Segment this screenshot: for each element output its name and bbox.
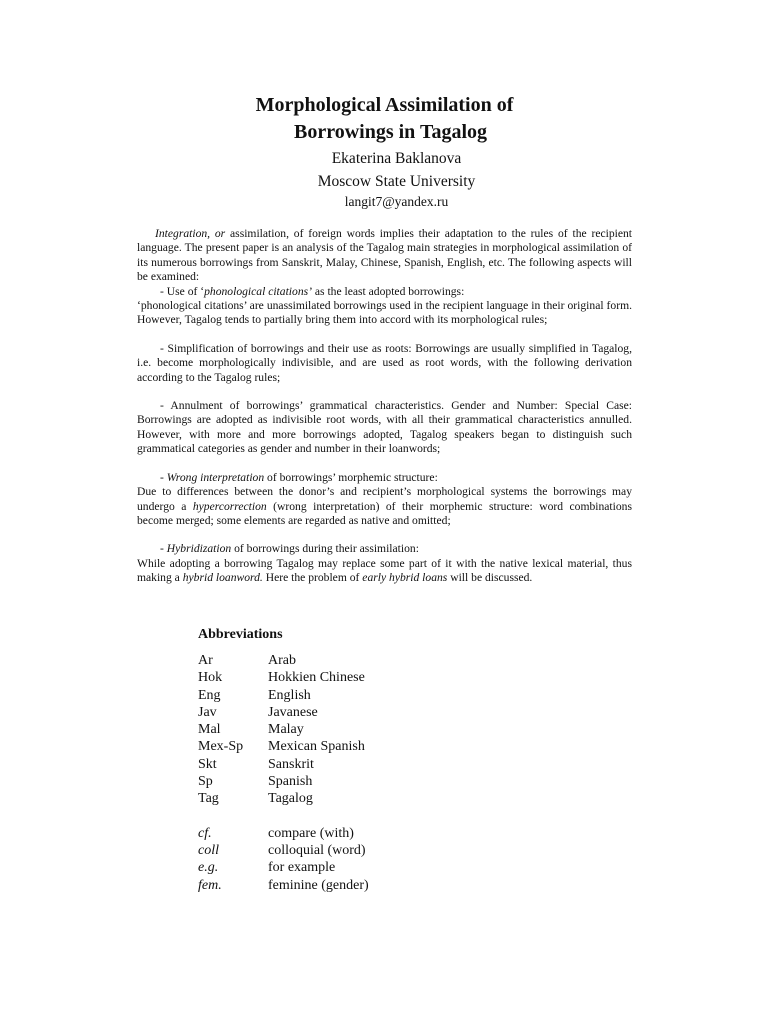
- abbr-value: feminine (gender): [268, 877, 369, 893]
- aspect-5-lead: -: [160, 542, 167, 556]
- aspect-5-term-2: early hybrid loans: [362, 571, 448, 585]
- abbr-value: compare (with): [268, 825, 354, 841]
- paper-title: [137, 92, 632, 146]
- abbr-key: e.g.: [198, 860, 219, 876]
- abbr-value: Tagalog: [268, 791, 313, 807]
- abbr-key: Ar: [198, 653, 213, 668]
- aspect-3-paragraph: - Annulment of borrowings’ grammatical characteristics. Gender and Number: Special Case: Borrowings are adopted as indivisible root words, with all their grammatical characteristics annulled. However, with more and more borrowings adopted, Tagalog speakers began to distinguish such grammatical categories as gender and number in their loanwords;: [137, 399, 632, 456]
- aspect-4-body: [137, 485, 632, 528]
- abbr-row: [198, 842, 369, 859]
- abbr-row: [198, 738, 369, 755]
- aspect-2-paragraph: - Simplification of borrowings and their use as roots: Borrowings are usually simplified in Tagalog, i.e. become morphologically indivisible, and are used as root words, with the following derivation according to the Tagalog rules;: [137, 341, 632, 384]
- aspect-4-body-post: (wrong interpretation) of their morphemic structure: word combinations become merged; some elements are regarded as native and omitted;: [137, 499, 632, 527]
- abbr-value: Sanskrit: [268, 756, 314, 772]
- abbr-key: Mal: [198, 722, 221, 738]
- abbr-row: [198, 756, 369, 773]
- abbr-row: [198, 687, 369, 704]
- language-abbreviations-list: [198, 652, 369, 808]
- abbr-key: Skt: [198, 756, 217, 772]
- author-affiliation: Moscow State University: [317, 173, 476, 190]
- abbr-value: for example: [268, 860, 336, 876]
- aspect-4-term: Wrong interpretation: [166, 470, 265, 484]
- aspect-4-tail: of borrowings’ morphemic structure:: [264, 470, 438, 484]
- aspect-1-heading: [137, 285, 632, 299]
- abbr-row: [198, 859, 369, 876]
- aspect-5-body: [137, 557, 632, 586]
- aspect-1-tail: as the least adopted borrowings:: [312, 284, 465, 298]
- abbreviations-section: [198, 626, 369, 894]
- abbr-value: Malay: [268, 722, 304, 738]
- aspect-4-body-pre: Due to differences between the donor’s and recipient’s morphological systems the borrowings may undergo a: [137, 485, 632, 513]
- abbr-key: Sp: [198, 774, 213, 790]
- abbr-key: Mex-Sp: [198, 739, 244, 755]
- term-abbreviations-list: [198, 825, 369, 894]
- aspect-5-body-mid: Here the problem of: [262, 571, 363, 585]
- intro-term-assimilation: assimilation,: [230, 227, 289, 240]
- aspect-5-tail: of borrowings during their assimilation:: [231, 542, 419, 556]
- abbr-value: English: [268, 687, 311, 703]
- aspect-5-body-pre: While adopting a borrowing Tagalog may replace some part of it with the native lexical material, thus making a: [137, 556, 632, 585]
- abbr-key: Eng: [198, 687, 221, 703]
- paper-page: [137, 92, 632, 586]
- abbr-value: Hokkien Chinese: [268, 670, 365, 686]
- author-email: langit7@yandex.ru: [344, 194, 449, 209]
- abbr-row: [198, 773, 369, 790]
- aspect-4-lead: -: [160, 470, 167, 484]
- aspect-5-term-1: hybrid loanword.: [182, 571, 263, 585]
- abbr-key: Tag: [198, 791, 219, 807]
- aspect-5-body-post: will be discussed.: [447, 571, 533, 585]
- intro-text: of foreign words implies their adaptation to the rules of the recipient language. The present paper is an analysis of the Tagalog main strategies in morphological assimilation of its numerous borrowings from Sanskrit, Malay, Chinese, Spanish, English, etc. The following aspects will be examined:: [137, 227, 633, 284]
- author-name: Ekaterina Baklanova: [331, 150, 462, 167]
- abbr-value: Arab: [268, 653, 296, 668]
- abbr-row: [198, 652, 369, 669]
- abbreviations-heading: Abbreviations: [198, 627, 283, 642]
- abbr-key: fem.: [198, 877, 222, 893]
- abbr-value: Spanish: [268, 774, 313, 790]
- intro-term-integration: Integration, or: [155, 227, 226, 240]
- aspect-4-body-term: hypercorrection: [192, 499, 267, 513]
- abbr-value: Mexican Spanish: [268, 739, 365, 755]
- abbr-row: [198, 704, 369, 721]
- abstract-body: [137, 227, 632, 586]
- abbr-value: Javanese: [268, 704, 318, 720]
- aspect-1-body: ‘phonological citations’ are unassimilated borrowings used in the recipient language in their original form. However, Tagalog tends to partially bring them into accord with its morphological rules;: [137, 299, 632, 327]
- aspect-1-lead: - Use of ‘: [160, 284, 205, 298]
- aspect-5-term: Hybridization: [166, 542, 232, 556]
- abbr-value: colloquial (word): [268, 842, 366, 858]
- intro-paragraph: [137, 227, 632, 285]
- aspect-1-term: phonological citations’: [204, 284, 312, 298]
- abbr-key: Jav: [198, 704, 217, 720]
- abbr-row: [198, 790, 369, 807]
- title-line-1: Morphological Assimilation of: [255, 94, 514, 116]
- abbr-key: cf.: [198, 825, 212, 841]
- abbr-key: coll: [198, 842, 219, 858]
- abbr-key: Hok: [198, 670, 223, 686]
- abbr-row: [198, 825, 369, 842]
- aspect-4-heading: [137, 471, 632, 485]
- abbr-row: [198, 721, 369, 738]
- title-line-2: Borrowings in Tagalog: [293, 121, 488, 143]
- abbr-row: [198, 669, 369, 686]
- aspect-5-heading: [137, 542, 632, 556]
- abbr-row: [198, 877, 369, 894]
